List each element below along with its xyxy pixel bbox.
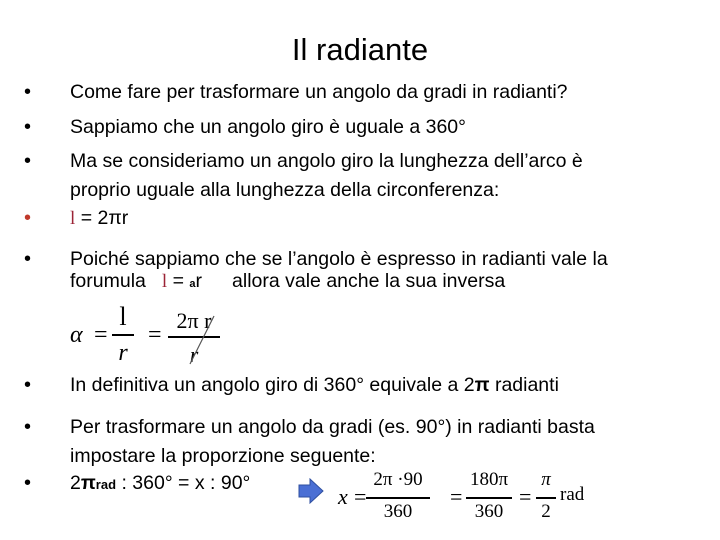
x-variable: x: [338, 484, 348, 509]
alpha-variable: α: [70, 322, 83, 348]
fraction-bar: [112, 334, 134, 336]
fraction-numerator: l: [119, 302, 127, 331]
bullet-marker-red: •: [24, 207, 32, 229]
circumference-formula: = 2πr: [75, 207, 129, 229]
unit-rad: rad: [560, 484, 585, 505]
fraction-denominator: 2: [541, 501, 551, 522]
bullet-text-6: [70, 373, 559, 397]
equals-sign: =: [148, 322, 162, 348]
bullet-marker: •: [24, 116, 32, 138]
equals-sign: =: [94, 322, 108, 348]
fraction-numerator: 180π: [469, 469, 509, 490]
bullet-text-1: Come fare per trasformare un angolo da gradi in radianti?: [70, 81, 568, 103]
fraction-bar: [536, 497, 556, 499]
equals-sign: =: [354, 484, 367, 509]
bullet-text-8: [70, 471, 250, 497]
inverse-text: allora vale anche la sua inversa: [232, 270, 506, 292]
bullet-text-3b: proprio uguale alla lunghezza della circonferenza:: [70, 179, 500, 201]
fraction-denominator: 360: [383, 501, 413, 522]
proportion-text: : 360° = x : 90°: [116, 472, 251, 494]
bullet-text-7a: Per trasformare un angolo da gradi (es. 90°) in radianti basta: [70, 416, 595, 438]
cancel-strike-icon: [180, 312, 220, 368]
bullet-marker: •: [24, 150, 32, 172]
bullet-marker: •: [24, 416, 32, 438]
fraction-denominator: 360: [474, 501, 504, 522]
bullet-text-3a: Ma se consideriamo un angolo giro la lunghezza dell’arco è: [70, 150, 583, 172]
radius-symbol: r: [195, 270, 203, 292]
bullet-text-5a: Poiché sappiamo che se l’angolo è espresso in radianti vale la: [70, 248, 608, 270]
fraction-denominator: r: [189, 342, 199, 367]
bullet-marker: •: [24, 81, 32, 103]
fraction-bar: [366, 497, 430, 499]
bullet-marker: •: [24, 248, 32, 270]
bullet-text-5b: [70, 269, 505, 296]
bullet-text-7b: impostare la proporzione seguente:: [70, 445, 376, 467]
slide-title: Il radiante: [291, 32, 429, 67]
fraction-numerator: 2π ·90: [373, 469, 423, 490]
bullet-marker: •: [24, 472, 32, 494]
pi-symbol: π: [474, 374, 490, 396]
equals-sign: =: [167, 270, 190, 292]
equals-sign: =: [450, 484, 463, 509]
bullet-text-6-pre: In definitiva un angolo giro di 360° equivale a 2: [70, 374, 475, 396]
fraction-bar: [466, 497, 512, 499]
formula-label: forumula: [70, 270, 146, 292]
pi-symbol: π: [80, 472, 96, 494]
bullet-marker: •: [24, 374, 32, 396]
bullet-text-4: [70, 206, 128, 231]
bullet-text-6-post: radianti: [489, 374, 559, 396]
fraction-numerator: 2π r: [176, 308, 212, 333]
fraction-denominator: r: [118, 340, 128, 366]
equals-sign: =: [519, 484, 532, 509]
arc-length-symbol: l: [70, 208, 76, 229]
arc-length-symbol: l: [161, 271, 168, 292]
right-arrow-icon: [298, 478, 324, 504]
fraction-numerator: π: [541, 469, 551, 490]
rad-subscript: rad: [95, 477, 117, 492]
alpha-symbol: a: [189, 278, 196, 290]
two-symbol: 2: [70, 472, 81, 494]
bullet-text-2: Sappiamo che un angolo giro è uguale a 360°: [70, 116, 466, 138]
